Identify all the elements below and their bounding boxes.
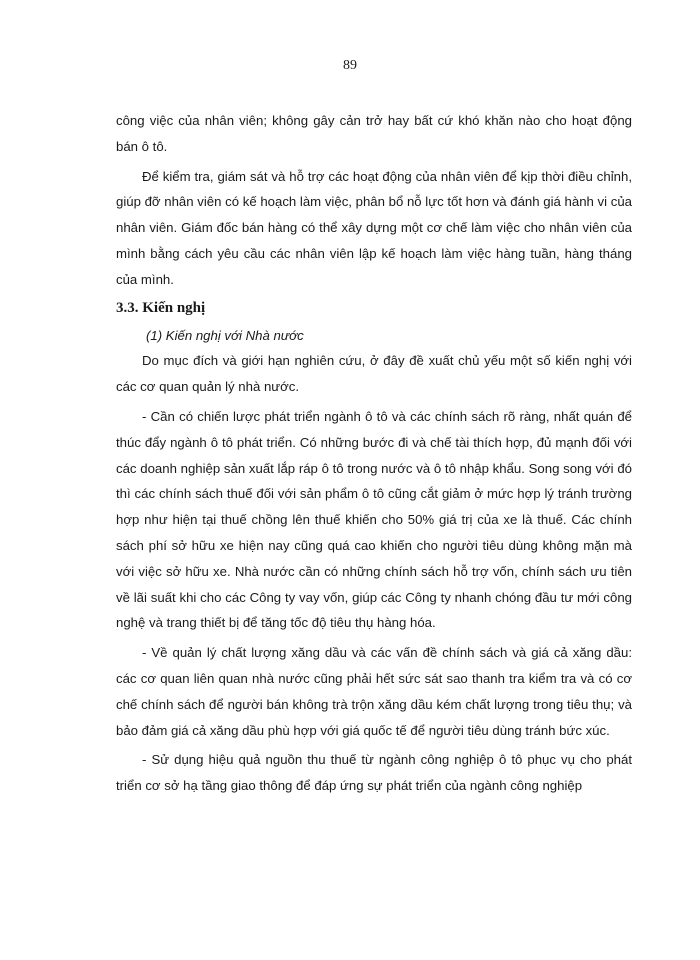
subsection-heading: (1) Kiến nghị với Nhà nước [146, 327, 304, 343]
paragraph-fuel-quality: - Về quản lý chất lượng xăng dầu và các vấn đề chính sách và giá cả xăng dầu: các cơ quan liên quan nhà nước cũng phải hết sức sát sao thanh tra kiểm tra và có cơ chế chính sách để người bán không trà trộn xăng dầu kém chất lượng trong tiêu thụ; và bảo đảm giá cả xăng dầu phù hợp với giá quốc tế để người tiêu dùng tránh bức xúc. [116, 645, 632, 738]
paragraph-strategy: - Cần có chiến lược phát triển ngành ô tô và các chính sách rõ ràng, nhất quán để thúc đẩy ngành ô tô phát triển. Có những bước đi và chế tài thích hợp, đủ mạnh đối với các doanh nghiệp sản xuất lắp ráp ô tô trong nước và ô tô nhập khẩu. Song song với đó thì các chính sách thuế đối với sản phẩm ô tô cũng cắt giảm ở mức hợp lý tránh trường hợp như hiện tại thuế chồng lên thuế khiến cho 50% giá trị của xe là thuế. Các chính sách phí sở hữu xe hiện nay cũng quá cao khiến cho người tiêu dùng không mặn mà với việc sở hữu xe. Nhà nước cần có những chính sách hỗ trợ vốn, chính sách ưu tiên về lãi suất khi cho các Công ty vay vốn, giúp các Công ty nhanh chóng đầu tư mới công nghệ và trang thiết bị để tăng tốc độ tiêu thụ hàng hóa. [116, 408, 632, 631]
section-heading: 3.3. Kiến nghị [116, 299, 206, 316]
document-body [116, 108, 632, 799]
paragraph-tax-revenue: - Sử dụng hiệu quả nguồn thu thuế từ ngành công nghiệp ô tô phục vụ cho phát triển cơ sở hạ tầng giao thông để đáp ứng sự phát triển của ngành công nghiệp [116, 752, 632, 794]
paragraph-monitoring: Để kiểm tra, giám sát và hỗ trợ các hoạt động của nhân viên để kịp thời điều chỉnh, giúp đỡ nhân viên có kế hoạch làm việc, phân bổ nỗ lực tốt hơn và đánh giá hành vi của nhân viên. Giám đốc bán hàng có thể xây dựng một cơ chế làm việc cho nhân viên của mình bằng cách yêu cầu các nhân viên lập kế hoạch làm việc hàng tuần, hàng tháng của mình. [116, 168, 632, 287]
page-number: 89 [343, 58, 357, 73]
paragraph-continuation: công việc của nhân viên; không gây cản trở hay bất cứ khó khăn nào cho hoạt động bán ô tô. [116, 113, 632, 154]
paragraph-intro: Do mục đích và giới hạn nghiên cứu, ở đây đề xuất chủ yếu một số kiến nghị với các cơ quan quản lý nhà nước. [116, 353, 632, 395]
